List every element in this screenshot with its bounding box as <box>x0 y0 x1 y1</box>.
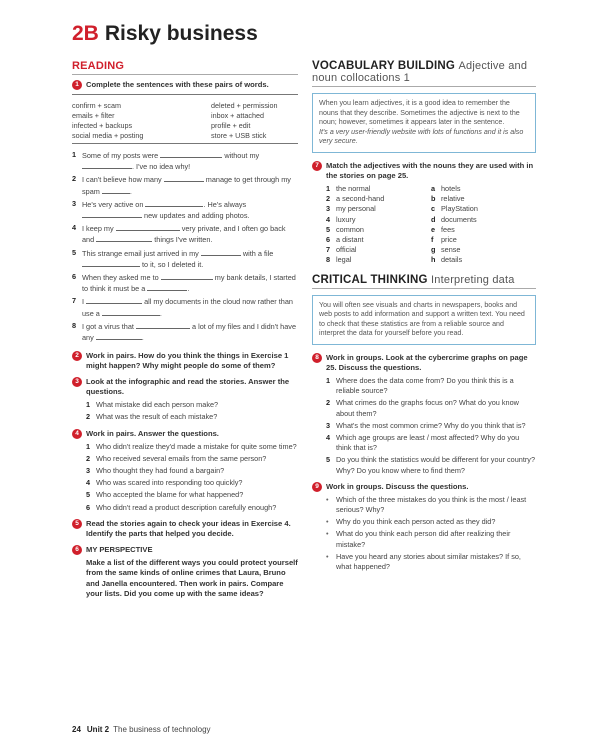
sentence-item: 1 Some of my posts were without my . I've no idea why! <box>72 150 260 172</box>
answer-blank[interactable] <box>82 161 132 169</box>
my-perspective-heading: 6 MY PERSPECTIVE <box>72 545 298 555</box>
question-item: 2 What was the result of each mistake? <box>86 412 218 422</box>
exercise-number-badge: 9 <box>312 482 322 492</box>
exercise-7-instruction: 7 Match the adjectives with the nouns they are used with in the stories on page 25. <box>312 161 536 181</box>
sentence-item: 6 When they asked me to my bank details, I started to think it must be a . <box>72 272 296 294</box>
my-perspective-text: Make a list of the different ways you could protect yourself from the same kinds of online crimes that Laura, Bruno and Janella encountered. Then work in pairs. Compare your lists. Did you come up with the same ideas? <box>86 557 298 599</box>
exercise-number-badge: 6 <box>72 545 82 555</box>
sentence-item: 3 He's very active on . He's always new updates and adding photos. <box>72 198 250 221</box>
left-column <box>72 60 298 600</box>
question-item: 1 Where does the data come from? Do you think this is a reliable source? <box>326 375 514 396</box>
question-item: 5 Who accepted the blame for what happened? <box>86 490 244 500</box>
question-item: 2 Who received several emails from the same person? <box>86 453 267 463</box>
exercise-8-questions <box>312 376 536 476</box>
answer-blank[interactable] <box>86 296 142 304</box>
word-pair: emails + filter <box>72 111 115 120</box>
critical-thinking-heading: CRITICAL THINKING Interpreting data <box>312 274 536 289</box>
example-sentence: It's a very user-friendly website with lots of functions and it is also very secure. <box>319 127 524 146</box>
question-item: 2 What crimes do the graphs focus on? What do you know about them? <box>326 398 519 418</box>
reading-heading: READING <box>72 60 298 75</box>
adjective-list: 1 the normal 2 a second-hand 3 my personal 4 luxury 5 common 6 a distant 7 official 8 legal <box>326 183 385 265</box>
page-footer <box>72 725 211 734</box>
question-item: 1 What mistake did each person make? <box>86 400 219 410</box>
answer-blank[interactable] <box>145 199 203 207</box>
exercise-number-badge: 5 <box>72 519 82 529</box>
answer-blank[interactable] <box>96 332 142 340</box>
sentence-item: 2 I can't believe how many manage to get through my spam . <box>72 174 291 196</box>
exercise-9-questions <box>312 495 536 572</box>
exercise-4-questions <box>72 442 298 513</box>
answer-blank[interactable] <box>82 259 140 267</box>
answer-blank[interactable] <box>164 174 204 182</box>
unit-title: The business of technology <box>113 725 211 734</box>
word-pair: store + USB stick <box>211 131 267 140</box>
exercise-5-instruction: 5 Read the stories again to check your ideas in Exercise 4. Identify the parts that helped you decide. <box>72 519 298 539</box>
word-pair: inbox + attached <box>211 111 264 120</box>
answer-blank[interactable] <box>201 248 241 256</box>
exercise-number-badge: 3 <box>72 377 82 387</box>
exercise-number-badge: 8 <box>312 353 322 363</box>
word-pair: deleted + permission <box>211 101 278 110</box>
exercise-8-instruction: 8 Work in groups. Look at the cybercrime graphs on page 25. Discuss the questions. <box>312 353 536 373</box>
question-item: 3 What's the most common crime? Why do you think that is? <box>326 420 526 430</box>
exercise-1-sentences <box>72 150 298 343</box>
bullet-item: • Have you heard any stories about similar mistakes? If so, what happened? <box>326 552 536 572</box>
answer-blank[interactable] <box>136 321 190 329</box>
bullet-item: • What do you think each person did after realizing their mistake? <box>326 529 536 549</box>
question-item: 5 Do you think the statistics would be different for your country? Why? Do you know where to find them? <box>326 455 536 475</box>
word-pair: infected + backups <box>72 121 133 130</box>
vocabulary-info-box: When you learn adjectives, it is a good idea to remember the nouns that they describe. Sometimes the adjective is next to the noun; however, sometimes it appears later in the sentence. It's a very user-friendly website with lots of functions and it is also very secure. <box>312 93 536 153</box>
sentence-item: 8 I got a virus that a lot of my files and I didn't have any . <box>72 320 296 343</box>
exercise-number-badge: 1 <box>72 80 82 90</box>
answer-blank[interactable] <box>102 308 160 316</box>
bullet-item: • Which of the three mistakes do you think is the most / least serious? Why? <box>326 495 536 515</box>
exercise-number-badge: 2 <box>72 351 82 361</box>
exercise-3-questions <box>72 400 298 422</box>
answer-blank[interactable] <box>102 186 130 194</box>
answer-blank[interactable] <box>160 150 222 158</box>
page-number: 24 <box>72 725 81 734</box>
exercise-number-badge: 4 <box>72 429 82 439</box>
noun-list: a hotels b relative c PlayStation d documents e fees f price g sense h details <box>431 183 478 265</box>
word-pair: confirm + scam <box>72 101 121 110</box>
question-item: 1 Who didn't realize they'd made a mistake for quite some time? <box>86 441 297 451</box>
exercise-1-instruction: 1 Complete the sentences with these pairs of words. <box>72 80 298 90</box>
question-item: 3 Who thought they had found a bargain? <box>86 466 225 476</box>
answer-blank[interactable] <box>147 283 187 291</box>
right-column <box>312 60 536 574</box>
unit-label: Unit 2 <box>86 725 110 734</box>
answer-blank[interactable] <box>82 210 142 218</box>
lesson-title: Risky business <box>104 22 258 45</box>
answer-blank[interactable] <box>96 234 152 242</box>
exercise-3-instruction: 3 Look at the infographic and read the stories. Answer the questions. <box>72 377 298 397</box>
word-pair: profile + edit <box>211 121 251 130</box>
word-pairs-box <box>72 94 298 144</box>
exercise-2-instruction: 2 Work in pairs. How do you think the things in Exercise 1 might happen? Why might people do some of them? <box>72 351 298 371</box>
collocation-match <box>312 184 536 266</box>
answer-blank[interactable] <box>116 223 180 231</box>
critical-thinking-info-box: You will often see visuals and charts in newspapers, books and web posts to add information and support a written text. You need to check that these statistics are from a reliable source and interpret the data for yourself before you read. <box>312 295 536 345</box>
word-pair: social media + posting <box>72 131 144 140</box>
question-item: 4 Who was scared into responding too quickly? <box>86 478 243 488</box>
answer-blank[interactable] <box>161 272 213 280</box>
sentence-item: 4 I keep my very private, and I often go back and things I've written. <box>72 223 286 245</box>
vocabulary-heading: VOCABULARY BUILDING Adjective and noun collocations 1 <box>312 60 536 87</box>
question-item: 4 Which age groups are least / most affected? Why do you think that is? <box>326 432 520 453</box>
sentence-item: 7 I all my documents in the cloud now rather than use a . <box>72 296 293 318</box>
sentence-item: 5 This strange email just arrived in my with a file to it, so I deleted it. <box>72 247 274 269</box>
bullet-item: • Why do you think each person acted as they did? <box>326 517 536 527</box>
exercise-9-instruction: 9 Work in groups. Discuss the questions. <box>312 482 536 492</box>
exercise-number-badge: 7 <box>312 161 322 171</box>
page-title <box>72 22 258 46</box>
exercise-4-instruction: 4 Work in pairs. Answer the questions. <box>72 429 298 439</box>
lesson-code: 2B <box>72 22 99 45</box>
question-item: 6 Who didn't read a product description carefully enough? <box>86 502 277 512</box>
